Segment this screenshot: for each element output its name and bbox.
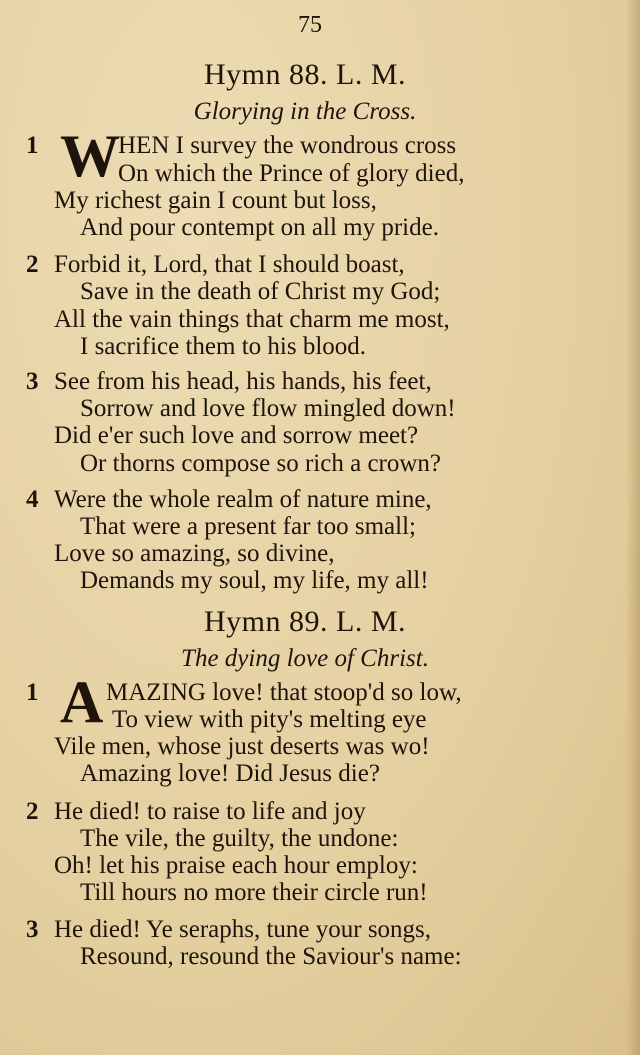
verse-number: 4 xyxy=(26,486,39,513)
verse-number: 2 xyxy=(26,798,39,825)
verse-line: Save in the death of Christ my God; xyxy=(80,278,441,305)
verse-line: MAZING love! that stoop'd so low, xyxy=(106,679,462,706)
verse-number: 1 xyxy=(26,679,39,706)
verse-line: To view with pity's melting eye xyxy=(112,706,427,733)
verse-line: Till hours no more their circle run! xyxy=(80,879,428,906)
verse-line: He died! Ye seraphs, tune your songs, xyxy=(54,916,432,943)
hymn-88-title: Hymn 88. L. M. xyxy=(204,58,406,91)
verse-number: 3 xyxy=(26,916,39,943)
verse-line: See from his head, his hands, his feet, xyxy=(54,368,432,395)
verse-line: I sacrifice them to his blood. xyxy=(80,333,367,360)
verse-line: Did e'er such love and sorrow meet? xyxy=(54,422,419,449)
verse-line: On which the Prince of glory died, xyxy=(118,160,465,187)
hymn-89-subtitle: The dying love of Christ. xyxy=(181,645,429,672)
hymn-88-subtitle: Glorying in the Cross. xyxy=(193,98,417,125)
verse-line: The vile, the guilty, the undone: xyxy=(80,825,399,852)
verse-line: That were a present far too small; xyxy=(80,513,416,540)
verse-number: 3 xyxy=(26,368,39,395)
verse-line: Vile men, whose just deserts was wo! xyxy=(54,733,430,760)
verse-line: Were the whole realm of nature mine, xyxy=(54,486,432,513)
verse-line: Amazing love! Did Jesus die? xyxy=(80,760,380,787)
verse-line: Demands my soul, my life, my all! xyxy=(80,567,429,594)
verse-number: 2 xyxy=(26,251,39,278)
verse-line: Oh! let his praise each hour employ: xyxy=(54,852,418,879)
hymn-89-title: Hymn 89. L. M. xyxy=(204,605,406,638)
verse-line: HEN I survey the wondrous cross xyxy=(118,132,457,159)
verse-line: Or thorns compose so rich a crown? xyxy=(80,450,442,477)
page-edge-shadow xyxy=(626,0,640,1055)
verse-line: Love so amazing, so divine, xyxy=(54,540,335,567)
verse-number: 1 xyxy=(26,132,39,159)
drop-cap: A xyxy=(60,669,104,735)
verse-line: Forbid it, Lord, that I should boast, xyxy=(54,251,405,278)
verse-line: Sorrow and love flow mingled down! xyxy=(80,395,456,422)
verse-line: All the vain things that charm me most, xyxy=(54,306,450,333)
page-number: 75 xyxy=(298,12,322,38)
verse-line: My richest gain I count but loss, xyxy=(54,187,377,214)
verse-line: And pour contempt on all my pride. xyxy=(80,214,439,241)
drop-cap: W xyxy=(60,123,120,189)
verse-line: He died! to raise to life and joy xyxy=(54,798,366,825)
verse-line: Resound, resound the Saviour's name: xyxy=(80,943,462,970)
